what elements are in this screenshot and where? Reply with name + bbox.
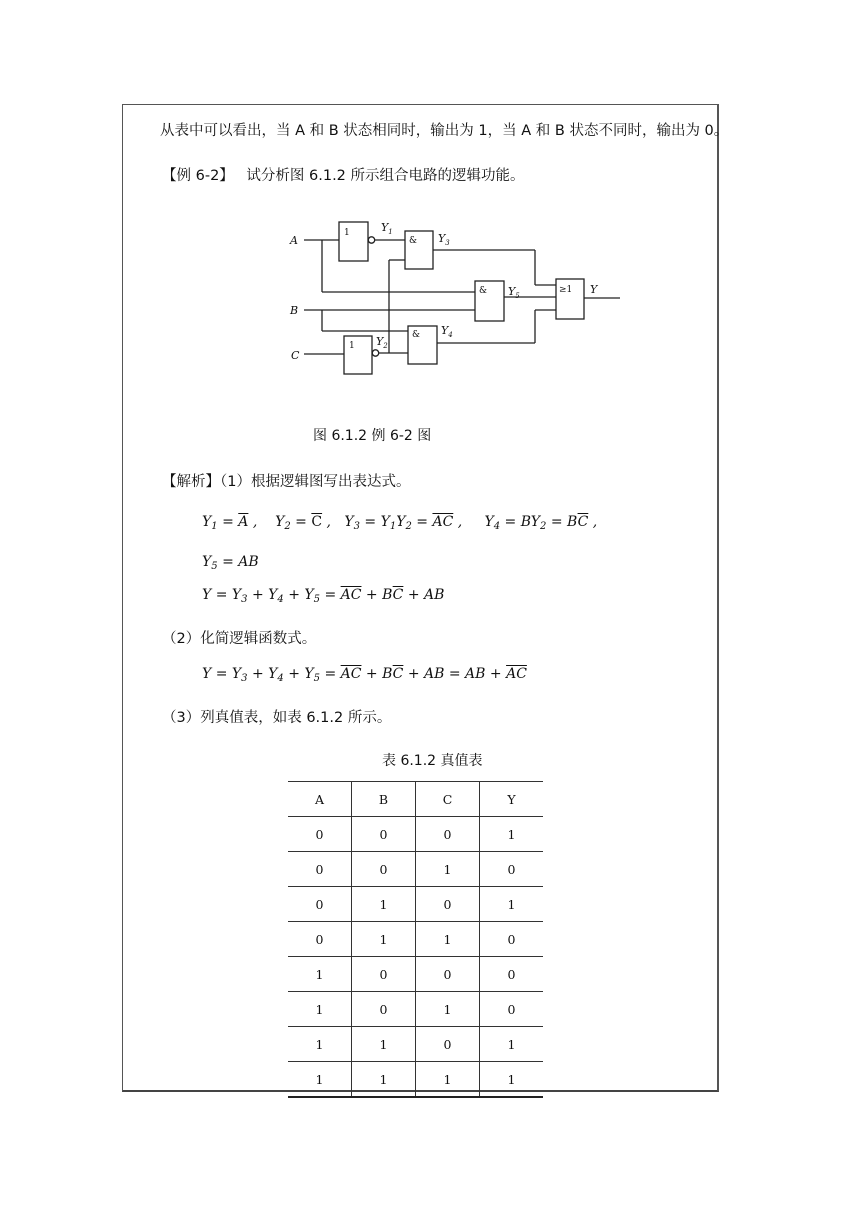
example-text: 试分析图 6.1.2 所示组合电路的逻辑功能。 <box>246 168 525 184</box>
truth-table <box>288 781 543 1098</box>
and-gate-y3-symbol: & <box>409 236 418 246</box>
cell: 0 <box>416 957 480 992</box>
step-1-text: （1）根据逻辑图写出表达式。 <box>220 474 411 490</box>
cell: 0 <box>288 817 352 852</box>
cell: 0 <box>416 887 480 922</box>
cell: 1 <box>288 957 352 992</box>
y1-label: $Y_1$ <box>381 221 393 236</box>
table-row <box>288 957 543 992</box>
table-header-row <box>288 782 543 817</box>
cell: 1 <box>352 922 416 957</box>
header-b: B <box>352 782 416 817</box>
cell: 0 <box>480 922 544 957</box>
cell: 1 <box>288 1062 352 1098</box>
or-gate-symbol: ≥1 <box>559 285 573 295</box>
not-gate-2-bubble <box>372 350 378 356</box>
table-row <box>288 817 543 852</box>
cell: 1 <box>352 1062 416 1098</box>
not-gate-1-symbol: 1 <box>344 228 350 238</box>
cell: 1 <box>480 887 544 922</box>
header-y: Y <box>480 782 544 817</box>
input-b-label: B <box>290 304 299 317</box>
y3-label: $Y_3$ <box>438 232 450 247</box>
cell: 1 <box>480 1027 544 1062</box>
cell: 1 <box>416 1062 480 1098</box>
input-c-label: C <box>291 349 300 362</box>
expression-simplified: $Y = Y_3 + Y_4 + Y_5 = \overline{AC} + B\overline{C}$ + AB = AB + $\overline{AC}$ <box>202 666 527 684</box>
cell: 0 <box>288 922 352 957</box>
table-row <box>288 1027 543 1062</box>
not-gate-1-bubble <box>368 237 374 243</box>
cell: 0 <box>352 817 416 852</box>
table-row <box>288 887 543 922</box>
figure-caption: 图 6.1.2 例 6-2 图 <box>313 428 432 444</box>
analysis-label: 【解析】 <box>162 474 220 490</box>
table-caption: 表 6.1.2 真值表 <box>382 753 483 769</box>
cell: 1 <box>416 992 480 1027</box>
cell: 1 <box>416 852 480 887</box>
not-gate-2-symbol: 1 <box>349 341 355 351</box>
cell: 0 <box>288 887 352 922</box>
and-gate-y5-symbol: & <box>479 286 488 296</box>
cell: 0 <box>416 817 480 852</box>
table-row <box>288 852 543 887</box>
cell: 0 <box>480 992 544 1027</box>
y4-label: $Y_4$ <box>441 324 453 339</box>
and-gate-y4-symbol: & <box>412 330 421 340</box>
intro-line: 从表中可以看出，当 A 和 B 状态相同时，输出为 1，当 A 和 B 状态不同时，输出为 0。 <box>160 123 729 139</box>
cell: 0 <box>480 957 544 992</box>
header-a: A <box>288 782 352 817</box>
table-row <box>288 992 543 1027</box>
cell: 0 <box>480 852 544 887</box>
example-label: 【例 6-2】 <box>162 168 234 184</box>
cell: 1 <box>480 1062 544 1098</box>
step-2-text: （2）化简逻辑函数式。 <box>162 631 317 647</box>
expression-line-3: $Y = Y_3 + Y_4 + Y_5 = \overline{AC} + B\overline{C}$ + AB <box>202 587 445 605</box>
cell: 1 <box>352 1027 416 1062</box>
cell: 1 <box>416 922 480 957</box>
table-row <box>288 1062 543 1098</box>
cell: 0 <box>416 1027 480 1062</box>
output-y-label: Y <box>590 283 598 296</box>
example-heading <box>162 164 525 185</box>
cell: 0 <box>288 852 352 887</box>
expression-line-1: $Y_1 = \overline{A}$ , $Y_2 = \overline{C}$ , $Y_3 = Y_1Y_2 = \overline{AC}$ , $Y_4 = BY_2 = B\overline{C}$ , <box>202 514 598 532</box>
cell: 0 <box>352 852 416 887</box>
input-a-label: A <box>290 234 298 247</box>
y5-label: $Y_5$ <box>508 285 520 300</box>
y2-label: $Y_2$ <box>376 335 388 350</box>
expression-line-2: $Y_5$ = AB <box>202 554 259 572</box>
cell: 1 <box>352 887 416 922</box>
logic-circuit-diagram <box>280 212 630 387</box>
table-row <box>288 922 543 957</box>
cell: 0 <box>352 992 416 1027</box>
step-3-text: （3）列真值表，如表 6.1.2 所示。 <box>162 710 392 726</box>
cell: 1 <box>480 817 544 852</box>
cell: 1 <box>288 1027 352 1062</box>
analysis-heading <box>162 470 410 491</box>
cell: 1 <box>288 992 352 1027</box>
header-c: C <box>416 782 480 817</box>
cell: 0 <box>352 957 416 992</box>
